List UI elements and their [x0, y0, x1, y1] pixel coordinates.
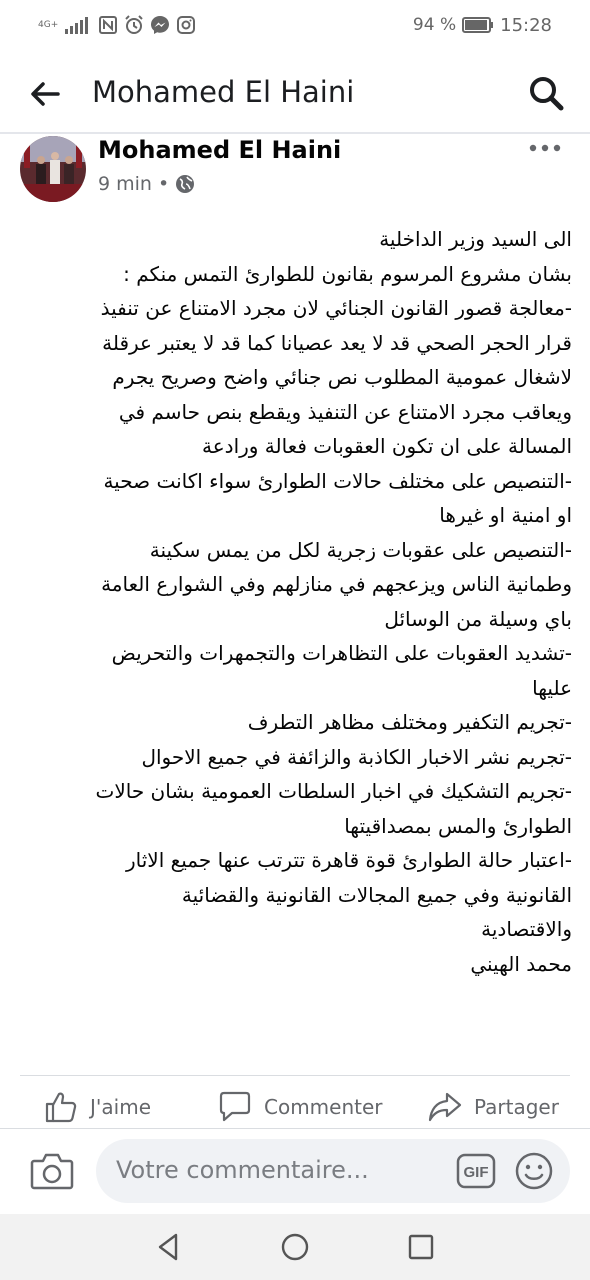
instagram-icon [176, 15, 196, 35]
clock: 15:28 [500, 14, 552, 36]
post-line: عليها [532, 675, 572, 700]
author-name[interactable]: Mohamed El Haini [98, 136, 342, 164]
back-arrow-icon[interactable] [28, 77, 62, 111]
messenger-icon [150, 15, 170, 35]
comment-bar [0, 1128, 590, 1214]
post-divider [20, 1075, 570, 1076]
camera-icon[interactable] [30, 1151, 74, 1191]
signal-icon [64, 16, 92, 34]
search-icon[interactable] [526, 73, 566, 113]
status-left [38, 15, 196, 35]
post-line: او امنية او غيرها [439, 503, 572, 527]
post-line: -تجريم التشكيك في اخبار السلطات العمومية بشان حالات [95, 779, 572, 803]
avatar[interactable] [20, 136, 86, 202]
post-line: -معالجة قصور القانون الجنائي لان مجرد الامتناع عن تنفيذ [100, 296, 572, 320]
globe-icon [175, 174, 195, 194]
system-nav-bar [0, 1214, 590, 1280]
share-button[interactable] [428, 1090, 559, 1124]
post-line: -التنصيص على عقوبات زجرية لكل من يمس سكينة [149, 537, 572, 562]
gif-icon[interactable] [456, 1153, 496, 1189]
status-right [413, 15, 552, 36]
comment-bubble-icon [218, 1090, 252, 1124]
post-line: باي وسيلة من الوسائل [384, 606, 572, 631]
status-bar [0, 0, 590, 50]
alarm-icon [124, 15, 144, 35]
post-line: لاشغال عمومية المطلوب نص جنائي واضح وصريح يجرم [112, 365, 572, 389]
post-meta [98, 173, 195, 195]
post-time[interactable]: 9 min [98, 173, 152, 195]
post-line: بشان مشروع المرسوم بقانون للطوارئ التمس منكم : [123, 261, 572, 286]
nfc-icon [98, 15, 118, 35]
battery-level: 94 % [412, 15, 457, 35]
post-text [18, 222, 572, 981]
like-label: J'aime [90, 1095, 151, 1119]
post-line: المسالة على ان تكون العقوبات فعالة ورادعة [202, 434, 572, 458]
nav-back-icon[interactable] [152, 1230, 186, 1264]
like-button[interactable] [44, 1090, 151, 1124]
nav-home-icon[interactable] [278, 1230, 312, 1264]
post-line: القانونية وفي جميع المجالات القانونية والقضائية [181, 882, 572, 907]
post-line: الطوارئ والمس بمصداقيتها [344, 813, 572, 838]
post-line: -تشديد العقوبات على التظاهرات والتجمهرات والتحريض [111, 641, 572, 665]
avatar-image [20, 136, 86, 202]
share-label: Partager [474, 1095, 559, 1119]
post-line: قرار الحجر الصحي قد لا يعد عصيانا كما قد لا يعتبر عرقلة [102, 330, 572, 355]
comment-placeholder: Votre commentaire... [116, 1156, 369, 1184]
post-line: -تجريم نشر الاخبار الكاذبة والزائفة في جميع الاحوال [141, 744, 572, 769]
thumbs-up-icon [44, 1090, 78, 1124]
post-line: محمد الهيني [470, 951, 572, 976]
post-line: ويعاقب مجرد الامتناع عن التنفيذ ويقطع بنص حاسم في [118, 399, 572, 424]
network-type: 4G+ [38, 19, 59, 30]
meta-separator: • [157, 173, 170, 195]
top-bar [0, 55, 590, 133]
comment-input[interactable] [96, 1139, 570, 1203]
comment-label: Commenter [264, 1095, 383, 1119]
battery-icon [462, 16, 494, 34]
post-line: وطمانية الناس ويزعجهم في منازلهم وفي الشوارع العامة [101, 572, 572, 596]
page-title: Mohamed El Haini [92, 75, 355, 109]
comment-button[interactable] [218, 1090, 383, 1124]
post-line: -اعتبار حالة الطوارئ قوة قاهرة تترتب عنها جميع الاثار [125, 848, 572, 872]
post-line: والاقتصادية [481, 917, 572, 941]
emoji-icon[interactable] [514, 1151, 554, 1191]
post-line: الى السيد وزير الداخلية [379, 227, 572, 251]
post-line: -التنصيص على مختلف حالات الطوارئ سواء اكانت صحية [103, 468, 572, 493]
share-arrow-icon [428, 1090, 462, 1124]
post-line: -تجريم التكفير ومختلف مظاهر التطرف [247, 710, 572, 734]
nav-recent-apps-icon[interactable] [404, 1230, 438, 1264]
header-divider [0, 132, 590, 134]
more-options-icon[interactable] [528, 142, 562, 154]
svg-text:GIF: GIF [463, 1164, 489, 1181]
